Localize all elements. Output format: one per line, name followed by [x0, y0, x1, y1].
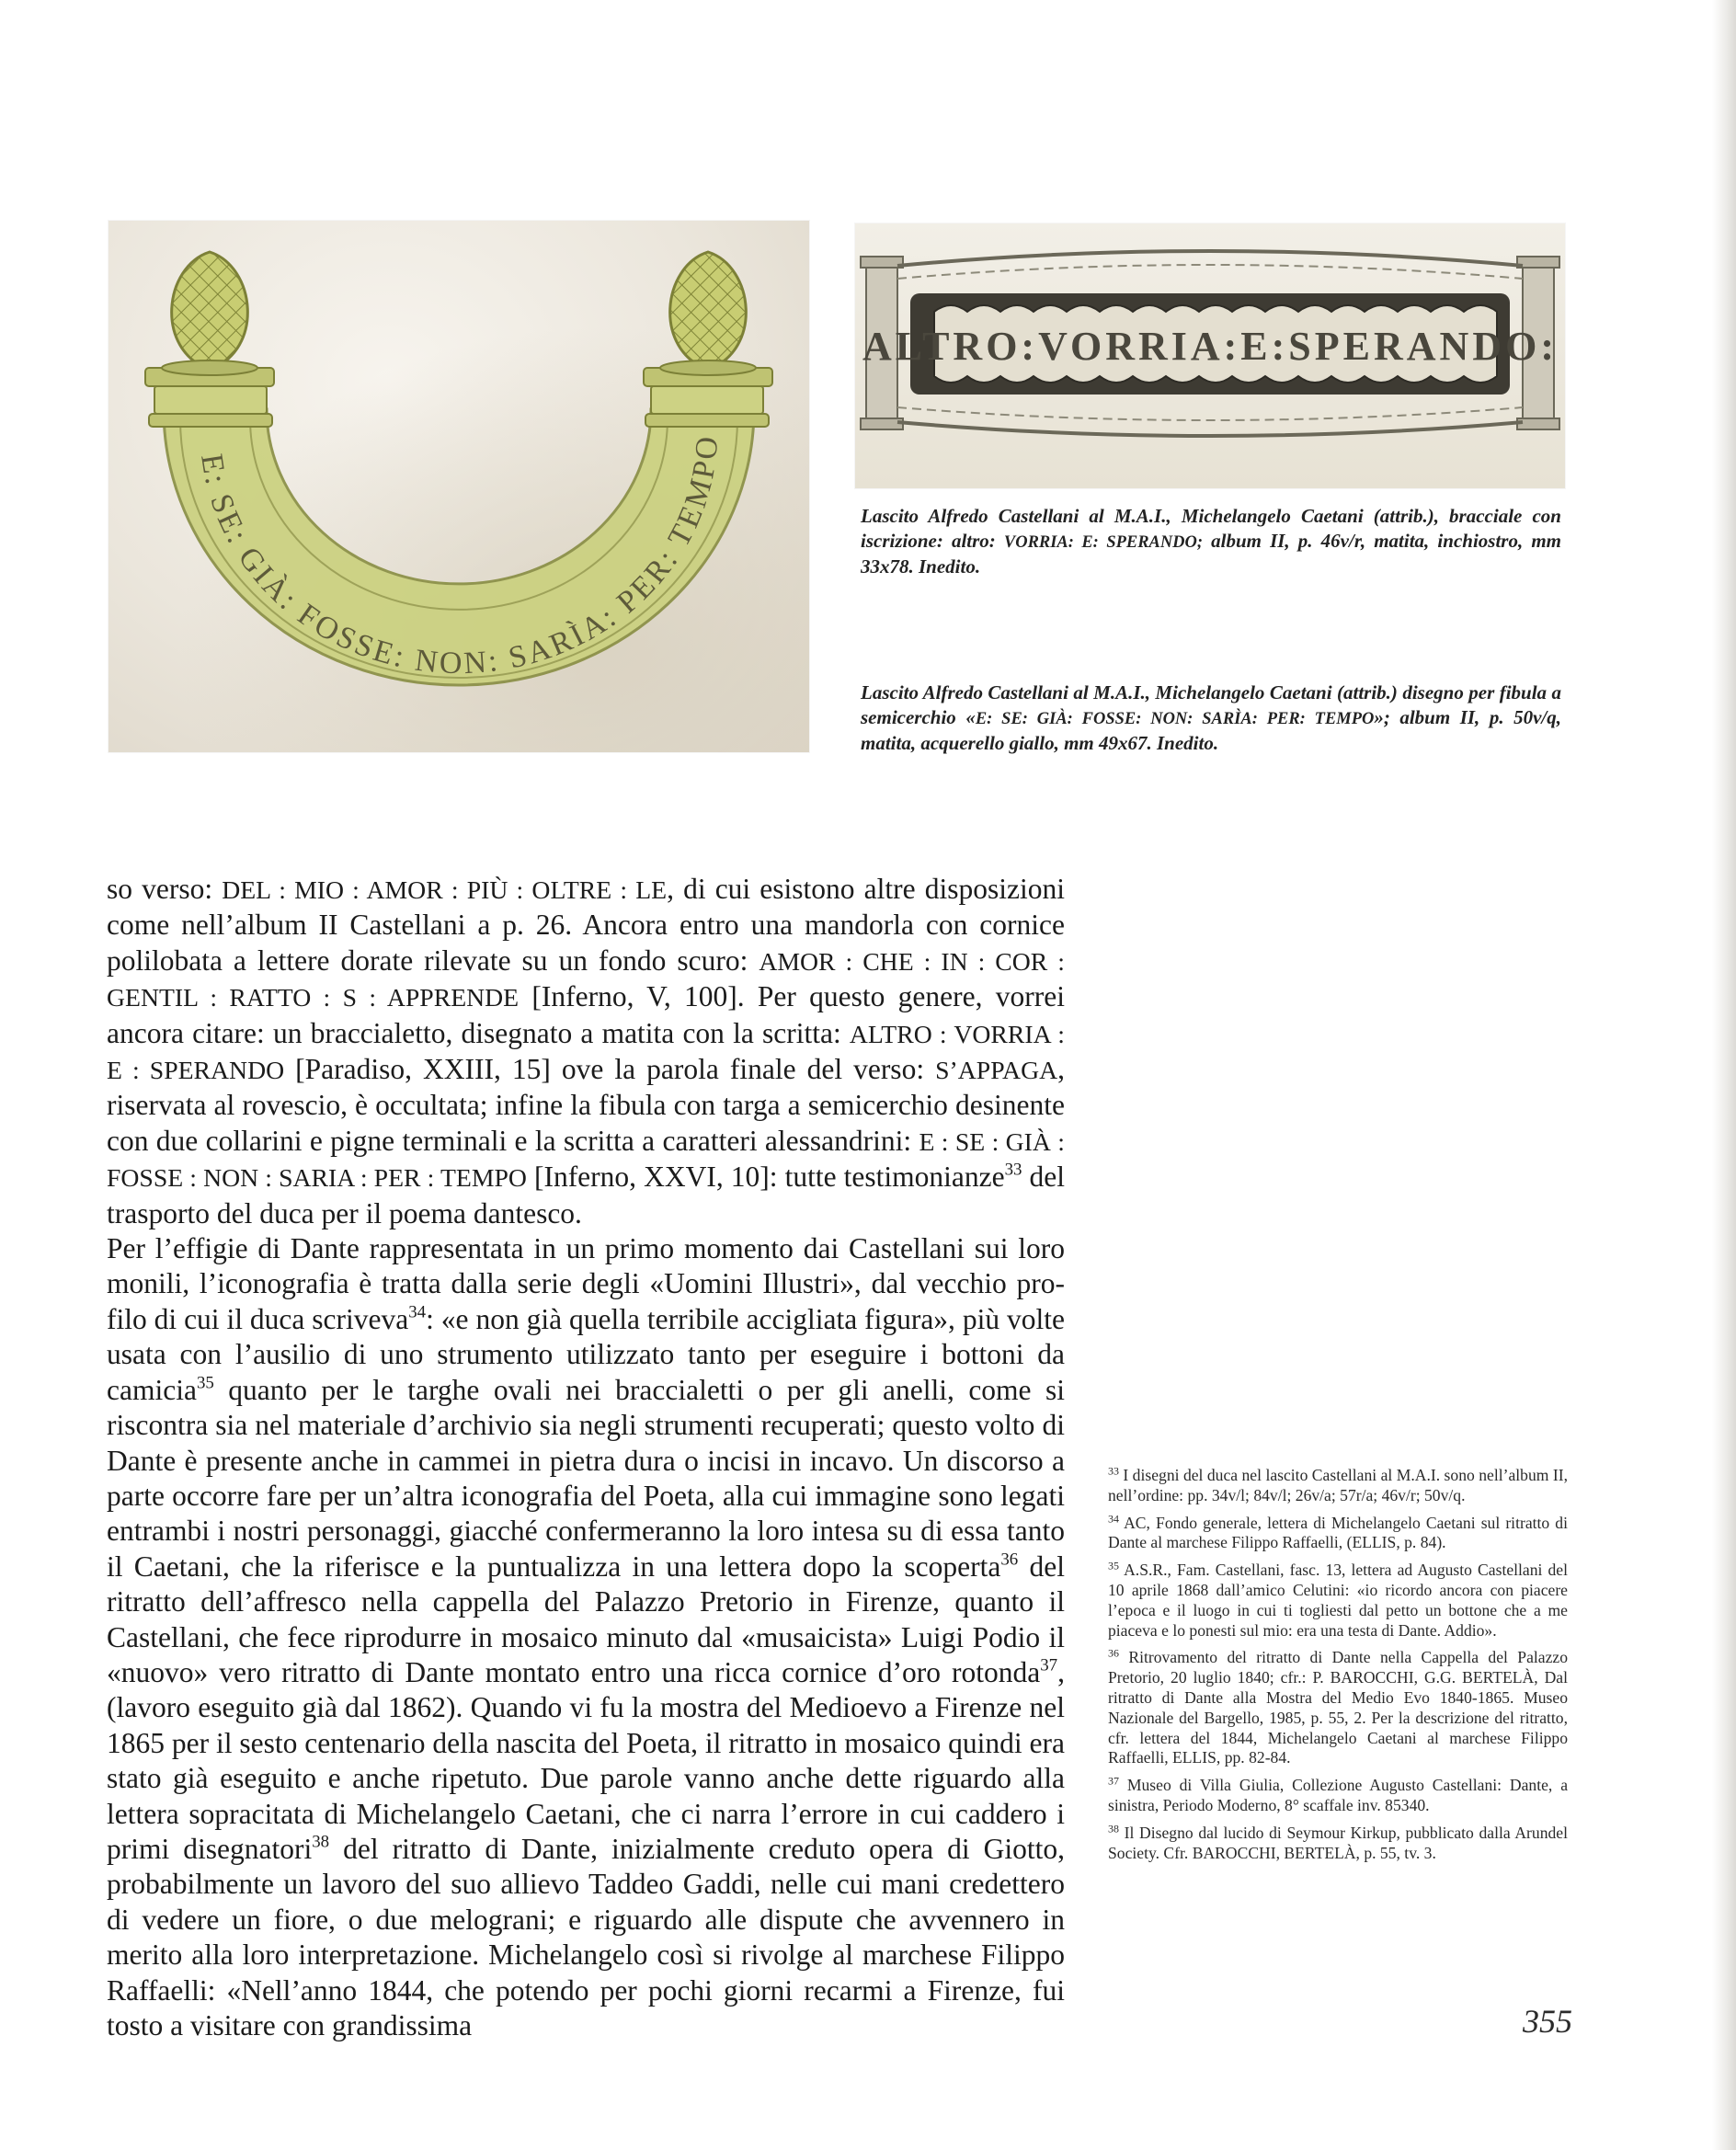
footnotes-column [1108, 1466, 1568, 1870]
caption-small-caps: E: SE: GIÀ: FOSSE: NON: SARÌA: PER: TEMPO [975, 709, 1375, 727]
verse-quote: DEL : MIO : AMOR : PIÙ : OLTRE : LE [222, 875, 668, 904]
bracelet-caption [861, 504, 1561, 579]
footnote-ref-33[interactable]: 33 [1004, 1160, 1022, 1180]
caption-text: Lascito Alfredo Castellani al M.A.I., Michelangelo Caetani (attrib.) disegno per fibula a semicerchio « [861, 681, 1561, 728]
paragraph-1 [107, 872, 1065, 1231]
body-text: so verso: [107, 873, 223, 905]
footnote-ref-37[interactable]: 37 [1040, 1655, 1058, 1675]
body-text: [Inferno, V, 100]. Per questo genere, vorrei ancora citare: un braccialetto, disegnato a matita con la scritta: [107, 980, 1065, 1049]
caption-text: Lascito Alfredo Castellani al M.A.I., Michelangelo Caetani (attrib.), bracciale con iscrizione: altro: [861, 505, 1561, 552]
page-edge-shadow [1712, 0, 1736, 2150]
footnote-text: AC, Fondo generale, lettera di Michelangelo Caetani sul ritratto di Dante al marchese Filippo Raffaelli, (ELLIS, p. 84). [1108, 1513, 1568, 1552]
main-text-column [107, 872, 1065, 2043]
fibula-illustration [108, 221, 809, 752]
caption-small-caps: VORRIA: E: SPERANDO; [1003, 532, 1203, 551]
left-collar [145, 368, 274, 427]
verse-quote: ALTRO : VORRIA : E : SPERANDO [107, 1019, 1065, 1085]
fibula-drawing-image [108, 221, 809, 752]
footnote-36 [1108, 1648, 1568, 1768]
body-text: del trasporto del duca per il poema dantesco. [107, 1161, 1065, 1229]
body-text: : «e non già quella terribile accigliata figura», più volte usata con l’ausilio di uno strumento utilizzato tanto per eseguire i bottoni da camicia [107, 1302, 1065, 1406]
footnote-38 [1108, 1824, 1568, 1864]
right-collar [644, 368, 772, 427]
footnote-number: 36 [1108, 1646, 1119, 1660]
body-text: del ritratto dell’affresco nella cappella del Palazzo Pretorio in Firenze, quanto il Castellani, che fece riprodurre in mosaico minuto dal «musaicista» Luigi Podio il «nuovo» vero ritratto di Dante montato entro una ricca cornice d’oro rotonda [107, 1550, 1065, 1688]
footnote-35 [1108, 1561, 1568, 1641]
body-text: , riservata al rovescio, è occultata; infine la fibula con targa a semicerchio desinente con due collarini e pigne terminali e la scritta a caratteri alessandrini: [107, 1053, 1065, 1157]
footnote-ref-36[interactable]: 36 [1000, 1550, 1019, 1570]
page-number: 355 [1523, 2003, 1572, 2040]
footnote-number: 35 [1108, 1559, 1119, 1572]
footnote-number: 37 [1108, 1774, 1119, 1788]
verse-quote: AMOR : CHE : IN : COR : GENTIL : RATTO : S : APPRENDE [107, 946, 1065, 1012]
footnote-ref-35[interactable]: 35 [196, 1373, 214, 1393]
caption-text: album II, p. 46v/r, matita, inchiostro, mm 33x78. Inedito. [861, 530, 1562, 578]
footnote-33 [1108, 1466, 1568, 1506]
body-text: del ritratto di Dante, inizialmente creduto opera di Giotto, probabilmente un lavoro del suo allievo Taddeo Gaddi, nelle cui mani credettero di vedere un fiore, o due melograni; e riguardo alle dispute che avvennero in merito alla loro interpretazione. Michelangelo così si rivolge al marchese Filippo Raffaelli: «Nell’anno 1844, che potendo per pochi giorni recarmi a Firenze, fui tosto a visitare con grandissima [107, 1832, 1065, 2041]
body-text: [Paradiso, XXIII, 15] ove la parola finale del verso: [284, 1053, 936, 1086]
body-text: [Inferno, XXVI, 10]: tutte testimonianze [526, 1161, 1005, 1194]
fibula-inscription: E: SE: GIÀ: FOSSE: NON: SARÌA: PER: TEMPO [194, 432, 725, 681]
bracelet-inscription: ALTRO:VORRIA:E:SPERANDO: [862, 324, 1558, 369]
footnote-text: A.S.R., Fam. Castellani, fasc. 13, lettera ad Augusto Castellani del 10 aprile 1868 dall’amico Celutini: «io ricordo ancora con piacere l’epoca e il luogo in cui ti togliesti dal petto un bottone che a me piaceva e lo ponesti sul mio: era una testa di Dante. Addio». [1108, 1561, 1568, 1640]
footnote-37 [1108, 1776, 1568, 1816]
body-text: Per l’effigie di Dante rappresentata in un primo momento dai Castellani sui loro monili, l’iconografia è tratta dalla serie degli «Uomini Illustri», dal vecchio profilo di cui il duca scriveva [107, 1232, 1065, 1335]
footnote-text: Ritrovamento del ritratto di Dante nella Cappella del Palazzo Pretorio, 20 luglio 1840; cfr.: P. BAROCCHI, G.G. BERTELÀ, Dal ritratto di Dante alla Mostra del Medio Evo 1840-1865. Museo Nazionale del Bargello, 1985, p. 55, 2. Per la descrizione del ritratto, cfr. lettera del 1844, Michelangelo Caetani al marchese Filippo Raffaelli, ELLIS, pp. 82-84. [1108, 1648, 1568, 1767]
verse-quote: S’APPAGA [935, 1056, 1058, 1085]
footnote-ref-34[interactable]: 34 [408, 1302, 427, 1322]
bracelet-drawing-image [855, 223, 1565, 488]
footnote-text: Il Disegno dal lucido di Seymour Kirkup, pubblicato dalla Arundel Society. Cfr. BAROCCHI, BERTELÀ, p. 55, tv. 3. [1108, 1823, 1568, 1862]
caption-text: »; album II, p. 50v/q, matita, acquerello giallo, mm 49x67. Inedito. [861, 706, 1561, 754]
footnote-text: I disegni del duca nel lascito Castellani al M.A.I. sono nell’album II, nell’ordine: pp. 34v/l; 84v/l; 26v/a; 57r/a; 46v/r; 50v/q. [1108, 1466, 1568, 1504]
footnote-number: 34 [1108, 1512, 1119, 1526]
verse-quote: E : SE : GIÀ : FOSSE : NON : SARIA : PER : TEMPO [107, 1126, 1065, 1193]
bracelet-illustration [855, 223, 1565, 488]
footnote-number: 38 [1108, 1822, 1119, 1836]
body-text: , di cui esistono altre disposizioni come nell’album II Castellani a p. 26. Ancora entro una mandorla con cornice polilobata a lettere dorate rilevate su un fondo scuro: [107, 873, 1065, 977]
footnote-ref-38[interactable]: 38 [312, 1832, 330, 1852]
body-text: , (lavoro eseguito già dal 1862). Quando vi fu la mostra del Medioevo a Firenze nel 1865 per il sesto centenario della nascita del Poeta, il ritratto in mosaico quindi era stato già eseguito e anche ripetuto. Due parole vanno anche dette riguardo alla lettera sopracitata di Michelangelo Caetani, che ci narra l’errore in cui caddero i primi disegnatori [107, 1655, 1065, 1865]
fibula-caption [861, 680, 1561, 756]
footnote-text: Museo di Villa Giulia, Collezione Augusto Castellani: Dante, a sinistra, Periodo Moderno, 8° scaffale inv. 85340. [1108, 1776, 1568, 1814]
footnote-34 [1108, 1514, 1568, 1554]
paragraph-2 [107, 1231, 1065, 2043]
body-text: quanto per le targhe ovali nei braccialetti o per gli anelli, come si riscontra sia nel materiale d’archivio sia negli strumenti recuperati; questo volto di Dante è presente anche in cammei in pietra dura o incisi in incavo. Un discorso a parte occorre fare per un’altra iconografia del Poeta, alla cui immagine sono legati entrambi i nostri personaggi, giacché confermeranno la loro intesa su di essa tanto il Caetani, che la riferisce e la puntualizza in una lettera dopo la scoperta [107, 1373, 1065, 1583]
footnote-number: 33 [1108, 1464, 1119, 1478]
